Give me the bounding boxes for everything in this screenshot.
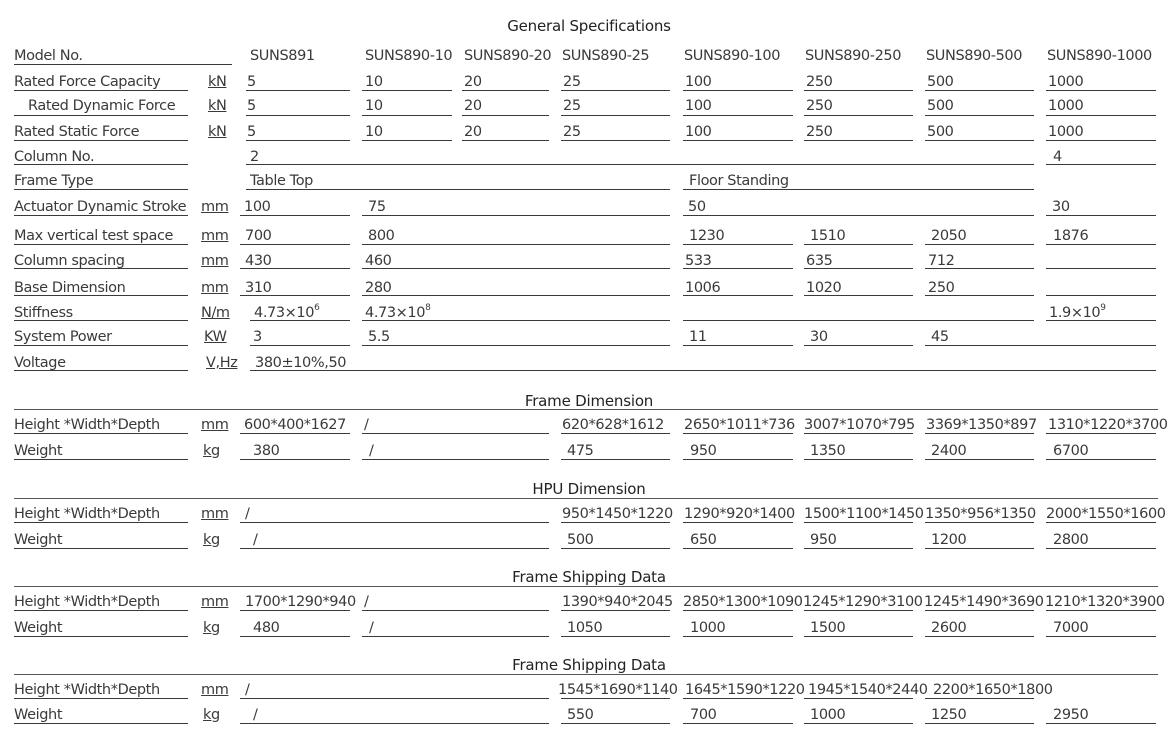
frame-shipping-title: Frame Shipping Data: [512, 656, 666, 674]
row-label: Weight: [14, 532, 63, 548]
unit-label: mm: [201, 682, 229, 698]
section-value: /: [364, 594, 369, 610]
row-label: Weight: [14, 443, 63, 459]
column-count: 4: [1053, 149, 1062, 165]
power-value: 45: [931, 329, 949, 345]
underline: [683, 723, 793, 724]
underline: [462, 90, 549, 91]
underline: [804, 698, 913, 699]
section-rule: [14, 409, 1158, 410]
row-label: Voltage: [14, 355, 66, 371]
model-name: SUNS890-10: [365, 48, 453, 64]
stiffness-base: 4.73×10: [365, 305, 426, 321]
underline: [925, 610, 1034, 611]
underline: [246, 189, 670, 190]
spacing-value: 635: [806, 253, 833, 269]
underline: [14, 320, 188, 321]
power-value: 30: [810, 329, 828, 345]
underline: [250, 345, 350, 346]
underline: [240, 610, 350, 611]
section-value: 1290*920*1400: [684, 506, 795, 522]
force-value: 25: [563, 124, 581, 140]
spacing-value: 430: [245, 253, 272, 269]
underline: [683, 140, 793, 141]
base-value: 1006: [685, 280, 721, 296]
section-value: 380: [253, 443, 280, 459]
underline: [362, 610, 549, 611]
underline: [804, 548, 913, 549]
underline: [462, 140, 549, 141]
section-value: 1500: [810, 620, 846, 636]
underline: [1046, 244, 1156, 245]
section-value: 1210*1320*3900: [1045, 594, 1165, 610]
section-value: 2600: [931, 620, 967, 636]
section-value: 1945*1540*2440: [808, 682, 928, 698]
underline: [14, 433, 188, 434]
model-name: SUNS890-1000: [1047, 48, 1152, 64]
underline: [246, 90, 350, 91]
section-value: /: [245, 506, 250, 522]
section-value: 1645*1590*1220: [685, 682, 805, 698]
underline: [240, 698, 549, 699]
underline: [240, 636, 350, 637]
underline: [925, 636, 1034, 637]
underline: [1046, 164, 1156, 165]
underline: [1046, 140, 1156, 141]
underline: [246, 164, 1034, 165]
force-value: 500: [927, 98, 954, 114]
row-label: Column No.: [14, 149, 95, 165]
section-value: 950: [690, 443, 717, 459]
unit-label: kN: [208, 74, 227, 90]
test-space-value: 700: [245, 228, 272, 244]
underline: [14, 548, 188, 549]
underline: [925, 345, 1156, 346]
section-value: 550: [567, 707, 594, 723]
underline: [1046, 320, 1156, 321]
unit-label: mm: [201, 594, 229, 610]
general-title: General Specifications: [507, 17, 671, 35]
section-value: 1200: [931, 532, 967, 548]
underline: [250, 370, 1156, 371]
force-value: 10: [365, 98, 383, 114]
underline: [362, 320, 670, 321]
row-label: Stiffness: [14, 305, 73, 321]
force-value: 1000: [1048, 74, 1084, 90]
row-label: Model No.: [14, 48, 83, 64]
underline: [804, 459, 913, 460]
force-value: 20: [464, 74, 482, 90]
underline: [362, 244, 670, 245]
section-value: 1310*1220*3700: [1048, 417, 1168, 433]
underline: [1046, 268, 1156, 269]
underline: [804, 345, 913, 346]
base-value: 1020: [806, 280, 842, 296]
test-space-value: 1230: [689, 228, 725, 244]
underline: [14, 115, 188, 116]
row-label: Frame Type: [14, 173, 94, 189]
unit-label: kg: [203, 620, 220, 636]
underline: [240, 244, 350, 245]
section-value: 950*1450*1220: [562, 506, 673, 522]
underline: [14, 295, 188, 296]
frame-type: Table Top: [250, 173, 313, 189]
model-name: SUNS890-20: [464, 48, 552, 64]
underline: [14, 90, 188, 91]
underline: [925, 140, 1034, 141]
model-name: SUNS891: [250, 48, 315, 64]
section-value: 1350: [810, 443, 846, 459]
section-value: 2950: [1053, 707, 1089, 723]
section-value: /: [245, 682, 250, 698]
underline: [561, 698, 670, 699]
unit-label: kg: [203, 707, 220, 723]
underline: [362, 90, 452, 91]
underline: [1046, 459, 1156, 460]
stiffness-exponent: 9: [1100, 303, 1106, 314]
underline: [683, 215, 1034, 216]
underline: [925, 295, 1034, 296]
unit-label: kN: [208, 124, 227, 140]
model-name: SUNS890-500: [926, 48, 1023, 64]
model-name: SUNS890-100: [684, 48, 781, 64]
underline: [561, 433, 670, 434]
underline: [925, 90, 1034, 91]
underline: [362, 115, 452, 116]
underline: [240, 295, 350, 296]
base-value: 280: [365, 280, 392, 296]
model-name: SUNS890-250: [805, 48, 902, 64]
underline: [683, 90, 793, 91]
underline: [683, 433, 793, 434]
section-value: 6700: [1053, 443, 1089, 459]
row-label: Weight: [14, 620, 63, 636]
section-value: /: [364, 417, 369, 433]
underline: [250, 320, 350, 321]
underline: [561, 459, 670, 460]
underline: [1046, 295, 1156, 296]
underline: [925, 522, 1034, 523]
stiffness-base: 1.9×10: [1049, 305, 1101, 321]
underline: [804, 522, 913, 523]
row-label: Rated Dynamic Force: [28, 98, 176, 114]
unit-label: KW: [204, 329, 227, 345]
row-label: Rated Static Force: [14, 124, 140, 140]
section-value: 3007*1070*795: [804, 417, 915, 433]
force-value: 1000: [1048, 124, 1084, 140]
underline: [14, 698, 188, 699]
section-value: 1245*1490*3690: [924, 594, 1044, 610]
underline: [925, 459, 1034, 460]
underline: [240, 215, 350, 216]
underline: [14, 164, 188, 165]
underline: [1046, 522, 1156, 523]
underline: [561, 636, 670, 637]
stiffness-base: 4.73×10: [254, 305, 315, 321]
frame-dimension-title: Frame Dimension: [524, 392, 654, 410]
frame-shipping-title: Frame Shipping Data: [512, 568, 666, 586]
section-value: /: [369, 620, 374, 636]
frame-type: Floor Standing: [689, 173, 789, 189]
underline: [683, 345, 793, 346]
unit-label: mm: [201, 199, 229, 215]
unit-label: mm: [201, 228, 229, 244]
underline: [246, 140, 350, 141]
underline: [1046, 636, 1156, 637]
section-value: 2650*1011*736: [684, 417, 795, 433]
unit-label: mm: [201, 253, 229, 269]
underline: [683, 268, 793, 269]
force-value: 500: [927, 74, 954, 90]
spacing-value: 533: [685, 253, 712, 269]
underline: [362, 345, 670, 346]
underline: [683, 189, 1034, 190]
underline: [683, 244, 793, 245]
force-value: 10: [365, 74, 383, 90]
underline: [561, 548, 670, 549]
force-value: 5: [247, 98, 256, 114]
underline: [14, 140, 188, 141]
underline: [1046, 610, 1156, 611]
underline: [14, 345, 188, 346]
row-label: Base Dimension: [14, 280, 126, 296]
section-value: 1050: [567, 620, 603, 636]
unit-label: N/m: [201, 305, 230, 321]
force-value: 5: [247, 124, 256, 140]
force-value: 20: [464, 98, 482, 114]
underline: [14, 370, 188, 371]
stroke-value: 50: [688, 199, 706, 215]
stiffness-exponent: 8: [425, 303, 431, 314]
section-value: 2850*1300*1090: [683, 594, 803, 610]
section-value: 2400: [931, 443, 967, 459]
section-value: /: [253, 532, 258, 548]
spacing-value: 712: [928, 253, 955, 269]
underline: [804, 433, 913, 434]
row-label: System Power: [14, 329, 112, 345]
underline: [362, 215, 670, 216]
row-label: Weight: [14, 707, 63, 723]
section-value: 700: [690, 707, 717, 723]
underline: [683, 610, 793, 611]
section-value: 480: [253, 620, 280, 636]
underline: [14, 610, 188, 611]
section-value: 620*628*1612: [562, 417, 664, 433]
test-space-value: 1876: [1053, 228, 1089, 244]
section-value: 1500*1100*1450: [804, 506, 924, 522]
underline: [246, 115, 350, 116]
underline: [925, 244, 1034, 245]
row-label: Actuator Dynamic Stroke: [14, 199, 187, 215]
underline: [14, 268, 188, 269]
underline: [14, 522, 188, 523]
underline: [683, 522, 793, 523]
model-name: SUNS890-25: [562, 48, 650, 64]
force-value: 25: [563, 98, 581, 114]
force-value: 20: [464, 124, 482, 140]
unit-label: kg: [203, 443, 220, 459]
underline: [561, 140, 670, 141]
hpu-dimension-title: HPU Dimension: [532, 480, 646, 498]
underline: [240, 268, 350, 269]
force-value: 10: [365, 124, 383, 140]
section-rule: [14, 674, 1158, 675]
section-value: 1350*956*1350: [925, 506, 1036, 522]
section-value: /: [369, 443, 374, 459]
underline: [14, 215, 188, 216]
underline: [1046, 215, 1156, 216]
underline: [804, 610, 913, 611]
underline: [683, 698, 793, 699]
unit-label: mm: [201, 417, 229, 433]
underline: [683, 115, 793, 116]
underline: [240, 459, 350, 460]
unit-label: V,Hz: [206, 355, 238, 371]
stroke-value: 100: [244, 199, 271, 215]
section-value: 1700*1290*940: [245, 594, 356, 610]
underline: [925, 698, 1034, 699]
section-value: 1250: [931, 707, 967, 723]
underline: [925, 723, 1034, 724]
section-value: 2200*1650*1800: [933, 682, 1053, 698]
underline: [804, 268, 913, 269]
force-value: 250: [806, 74, 833, 90]
underline: [240, 548, 549, 549]
stiffness-exponent: 6: [314, 303, 320, 314]
underline: [362, 459, 549, 460]
underline: [683, 320, 1034, 321]
force-value: 5: [247, 74, 256, 90]
underline: [683, 636, 793, 637]
underline: [804, 636, 913, 637]
underline: [561, 522, 670, 523]
underline: [925, 268, 1034, 269]
force-value: 250: [806, 124, 833, 140]
section-value: 650: [690, 532, 717, 548]
section-value: 1245*1290*3100: [803, 594, 923, 610]
section-value: 3369*1350*897: [926, 417, 1037, 433]
power-value: 3: [253, 329, 262, 345]
underline: [804, 244, 913, 245]
unit-label: mm: [201, 280, 229, 296]
underline: [14, 189, 188, 190]
power-value: 11: [689, 329, 707, 345]
unit-label: kN: [208, 98, 227, 114]
underline: [804, 723, 913, 724]
underline: [561, 723, 670, 724]
underline: [362, 433, 549, 434]
unit-label: kg: [203, 532, 220, 548]
voltage-value: 380±10%,50: [255, 355, 347, 371]
underline: [362, 295, 670, 296]
force-value: 100: [685, 124, 712, 140]
underline: [240, 723, 549, 724]
underline: [804, 90, 913, 91]
section-value: 1545*1690*1140: [558, 682, 678, 698]
section-rule: [14, 586, 1158, 587]
force-value: 500: [927, 124, 954, 140]
section-value: 1000: [810, 707, 846, 723]
underline: [804, 140, 913, 141]
underline: [1046, 90, 1156, 91]
force-value: 1000: [1048, 98, 1084, 114]
section-value: 1000: [690, 620, 726, 636]
force-value: 250: [806, 98, 833, 114]
underline: [804, 295, 913, 296]
section-value: 600*400*1627: [244, 417, 346, 433]
section-value: 2000*1550*1600: [1046, 506, 1166, 522]
power-value: 5.5: [368, 329, 390, 345]
underline: [925, 433, 1034, 434]
underline: [561, 115, 670, 116]
unit-label: mm: [201, 506, 229, 522]
underline: [14, 64, 232, 65]
underline: [683, 548, 793, 549]
section-rule: [14, 498, 1158, 499]
row-label: Max vertical test space: [14, 228, 174, 244]
column-count: 2: [250, 149, 259, 165]
section-value: 2800: [1053, 532, 1089, 548]
underline: [14, 459, 188, 460]
force-value: 100: [685, 74, 712, 90]
underline: [14, 723, 188, 724]
underline: [462, 115, 549, 116]
underline: [561, 610, 670, 611]
underline: [683, 459, 793, 460]
row-label: Height *Width*Depth: [14, 417, 160, 433]
base-value: 310: [245, 280, 272, 296]
test-space-value: 2050: [931, 228, 967, 244]
underline: [561, 90, 670, 91]
section-value: 475: [567, 443, 594, 459]
section-value: 950: [810, 532, 837, 548]
underline: [240, 433, 350, 434]
test-space-value: 800: [368, 228, 395, 244]
base-value: 250: [928, 280, 955, 296]
stroke-value: 30: [1052, 199, 1070, 215]
force-value: 25: [563, 74, 581, 90]
underline: [683, 295, 793, 296]
underline: [240, 522, 549, 523]
underline: [1046, 723, 1156, 724]
stroke-value: 75: [368, 199, 386, 215]
underline: [804, 115, 913, 116]
row-label: Height *Width*Depth: [14, 506, 160, 522]
underline: [14, 244, 188, 245]
force-value: 100: [685, 98, 712, 114]
underline: [1046, 548, 1156, 549]
section-value: /: [253, 707, 258, 723]
underline: [925, 115, 1034, 116]
underline: [1046, 433, 1156, 434]
section-value: 7000: [1053, 620, 1089, 636]
row-label: Column spacing: [14, 253, 125, 269]
spacing-value: 460: [365, 253, 392, 269]
underline: [362, 140, 452, 141]
row-label: Rated Force Capacity: [14, 74, 161, 90]
row-label: Height *Width*Depth: [14, 594, 160, 610]
underline: [925, 548, 1034, 549]
underline: [362, 268, 670, 269]
underline: [1046, 115, 1156, 116]
underline: [362, 636, 549, 637]
underline: [14, 636, 188, 637]
test-space-value: 1510: [810, 228, 846, 244]
section-value: 1390*940*2045: [562, 594, 673, 610]
section-value: 500: [567, 532, 594, 548]
row-label: Height *Width*Depth: [14, 682, 160, 698]
